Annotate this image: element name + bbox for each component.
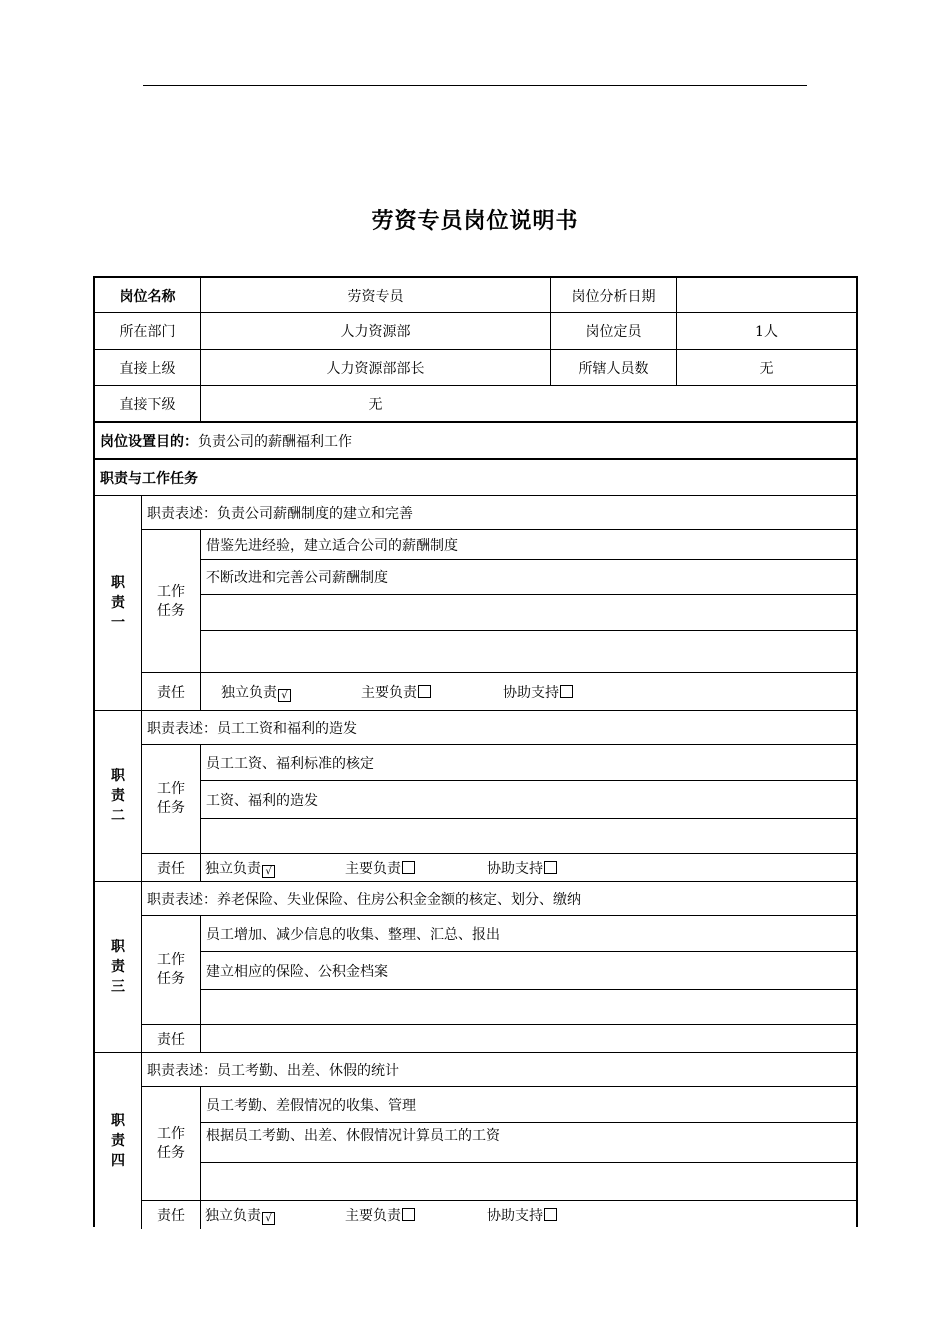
main-checkbox [402,1208,415,1221]
duty-3-label: 职 责 三 [111,939,125,995]
duty-4-description: 职责表述：员工考勤、出差、休假的统计 [147,1062,399,1079]
headcount-value: 1人 [755,324,778,340]
subordinates-count-label: 所辖人员数 [578,360,649,377]
department-value: 人力资源部 [340,324,411,340]
duty-4-task-label: 工作 任务 [157,1125,185,1161]
duties-header: 职责与工作任务 [100,470,198,487]
independent-checkbox: √ [262,1212,275,1225]
header-rule [143,85,807,86]
duty-3-task-3 [201,990,856,1024]
document-title: 劳资专员岗位说明书 [371,209,579,234]
duty-1-responsibility: 独立负责 √ 主要负责 协助支持 [201,673,856,710]
duty-4-responsibility-label: 责任 [157,1208,185,1224]
duty-3-responsibility-label: 责任 [157,1031,185,1048]
superior-value: 人力资源部部长 [326,360,425,377]
superior-label: 直接上级 [119,360,176,377]
assist-checkbox [544,1208,557,1221]
duty-2-task-2: 工资、福利的造发 [206,792,318,809]
purpose-row [95,423,856,458]
duty-2-task-label: 工作 任务 [157,781,185,816]
duty-1-description: 职责表述：负责公司薪酬制度的建立和完善 [147,505,413,522]
duty-4-task-1: 员工考勤、差假情况的收集、管理 [206,1097,416,1114]
duty-2-description: 职责表述：员工工资和福利的造发 [147,720,357,737]
assist-checkbox [544,861,557,874]
subordinate-label: 直接下级 [119,396,176,413]
duty-3-task-1: 员工增加、减少信息的收集、整理、汇总、报出 [206,926,500,943]
subordinate-value: 无 [368,396,383,413]
purpose-text: 负责公司的薪酬福利工作 [198,433,352,450]
assist-checkbox [560,685,573,698]
main-checkbox [402,861,415,874]
duty-2-label: 职 责 二 [111,768,125,824]
purpose-label: 岗位设置目的： [100,433,198,450]
department-label: 所在部门 [119,324,176,340]
subordinates-count-value: 无 [759,360,774,377]
duty-3-description: 职责表述：养老保险、失业保险、住房公积金金额的核定、划分、缴纳 [147,891,581,908]
duty-4-task-3 [201,1163,856,1200]
duty-1-task-3 [201,595,856,630]
duty-1-responsibility-label: 责任 [157,684,185,701]
duty-1-task-1: 借鉴先进经验，建立适合公司的薪酬制度 [206,537,458,554]
duty-1-task-4 [201,631,856,672]
main-checkbox [418,685,431,698]
duty-1-task-2: 不断改进和完善公司薪酬制度 [206,570,388,586]
duty-2-task-1: 员工工资、福利标准的核定 [206,755,374,772]
duty-4-responsibility: 独立负责 √ 主要负责 协助支持 [201,1201,856,1229]
independent-checkbox: √ [262,865,275,878]
analysis-date-value [677,278,856,313]
independent-checkbox: √ [278,689,291,702]
duty-1-label: 职 责 一 [111,575,125,631]
duty-3-task-label: 工作 任务 [157,952,185,987]
position-name-label: 岗位名称 [119,288,176,305]
duty-2-responsibility-label: 责任 [157,860,185,877]
analysis-date-label: 岗位分析日期 [571,288,656,305]
duty-2-task-3 [201,819,856,853]
headcount-label: 岗位定员 [585,324,642,340]
duty-3-task-2: 建立相应的保险、公积金档案 [206,963,388,980]
position-name-value: 劳资专员 [347,288,404,305]
duty-1-task-label: 工作 任务 [157,583,185,619]
duty-2-responsibility: 独立负责 √ 主要负责 协助支持 [201,854,856,881]
duty-4-task-2: 根据员工考勤、出差、休假情况计算员工的工资 [206,1128,500,1144]
job-description-form [93,276,858,1227]
duty-4-label: 职 责 四 [111,1113,125,1169]
